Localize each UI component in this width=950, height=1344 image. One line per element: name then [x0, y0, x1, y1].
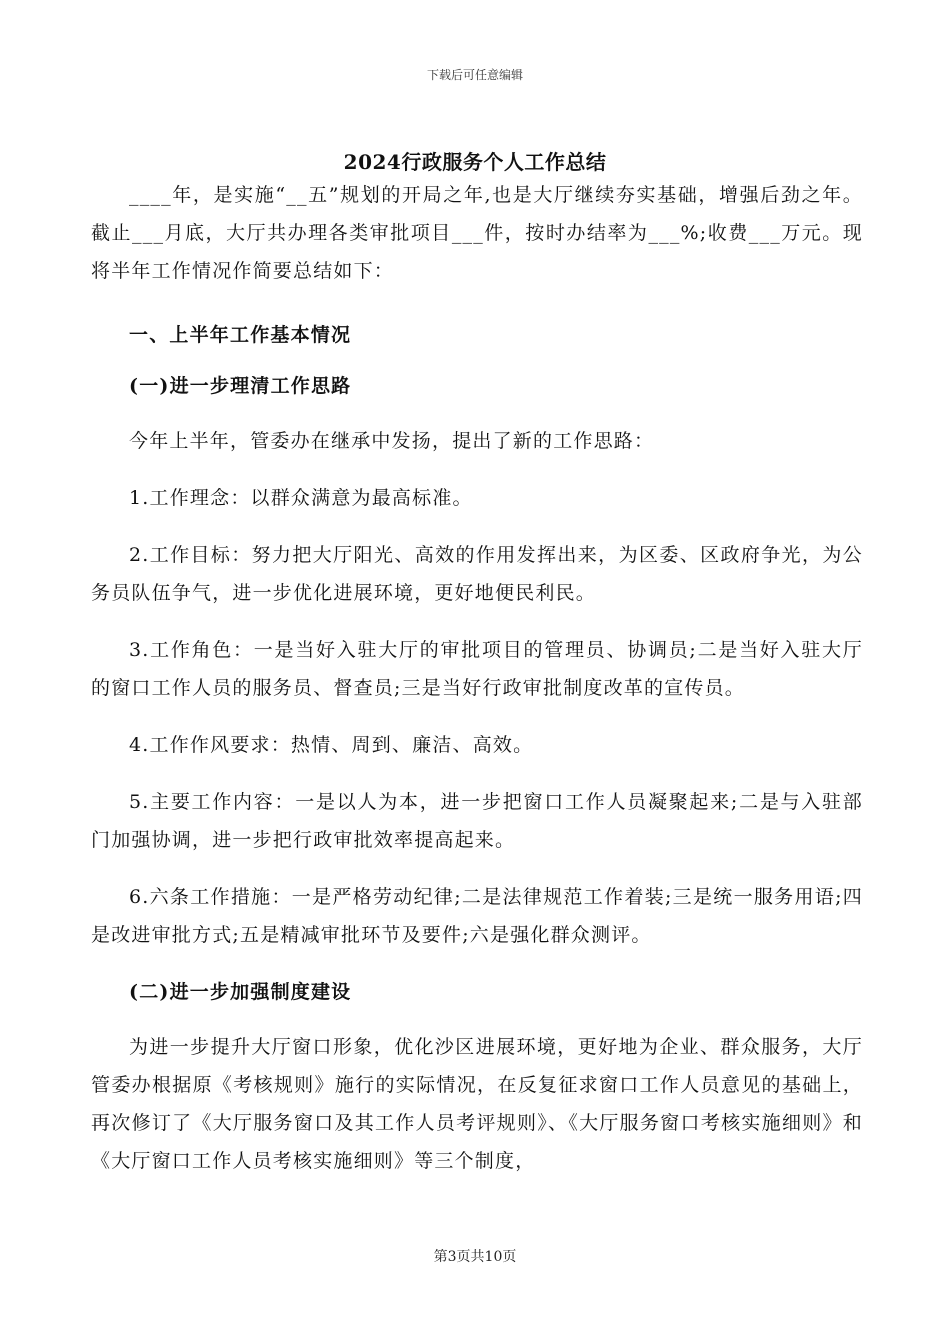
section-heading-1: 一、上半年工作基本情况	[129, 324, 352, 346]
header-note: 下载后可任意编辑	[426, 68, 523, 82]
list-item-1: 1.工作理念：以群众满意为最高标准。	[129, 487, 473, 509]
document-body	[91, 176, 863, 1199]
list-item-4: 4.工作作风要求：热情、周到、廉洁、高效。	[129, 734, 534, 756]
list-item-2: 2.工作目标：努力把大厅阳光、高效的作用发挥出来，为区委、区政府争光，为公务员队伍争气，进一步优化进展环境，更好地便民利民。	[91, 544, 863, 604]
paragraph-work-ideas: 今年上半年，管委办在继承中发扬，提出了新的工作思路：	[129, 430, 655, 452]
paragraph-system-building: 为进一步提升大厅窗口形象，优化沙区进展环境，更好地为企业、群众服务，大厅管委办根据原《考核规则》施行的实际情况，在反复征求窗口工作人员意见的基础上，再次修订了《大厅服务窗口及其工作人员考评规则》、《大厅服务窗口考核实施细则》和《大厅窗口工作人员考核实施细则》等三个制度，	[91, 1036, 863, 1172]
list-item-3: 3.工作角色：一是当好入驻大厅的审批项目的管理员、协调员;二是当好入驻大厅的窗口工作人员的服务员、督查员;三是当好行政审批制度改革的宣传员。	[91, 639, 863, 699]
subsection-heading-1: (一)进一步理清工作思路	[129, 375, 352, 397]
subsection-heading-2: (二)进一步加强制度建设	[129, 981, 352, 1003]
list-item-6: 6.六条工作措施：一是严格劳动纪律;二是法律规范工作着装;三是统一服务用语;四是改进审批方式;五是精减审批环节及要件;六是强化群众测评。	[91, 886, 863, 946]
document-title: 2024行政服务个人工作总结	[343, 150, 607, 174]
list-item-5: 5.主要工作内容：一是以人为本，进一步把窗口工作人员凝聚起来;二是与入驻部门加强协调，进一步把行政审批效率提高起来。	[91, 791, 863, 851]
intro-paragraph: ____年，是实施“__五”规划的开局之年,也是大厅继续夯实基础，增强后劲之年。截止___月底，大厅共办理各类审批项目___件，按时办结率为___%;收费___万元。现将半年工作情况作简要总结如下：	[91, 184, 863, 282]
page-number-footer: 第3页共10页	[433, 1249, 517, 1265]
